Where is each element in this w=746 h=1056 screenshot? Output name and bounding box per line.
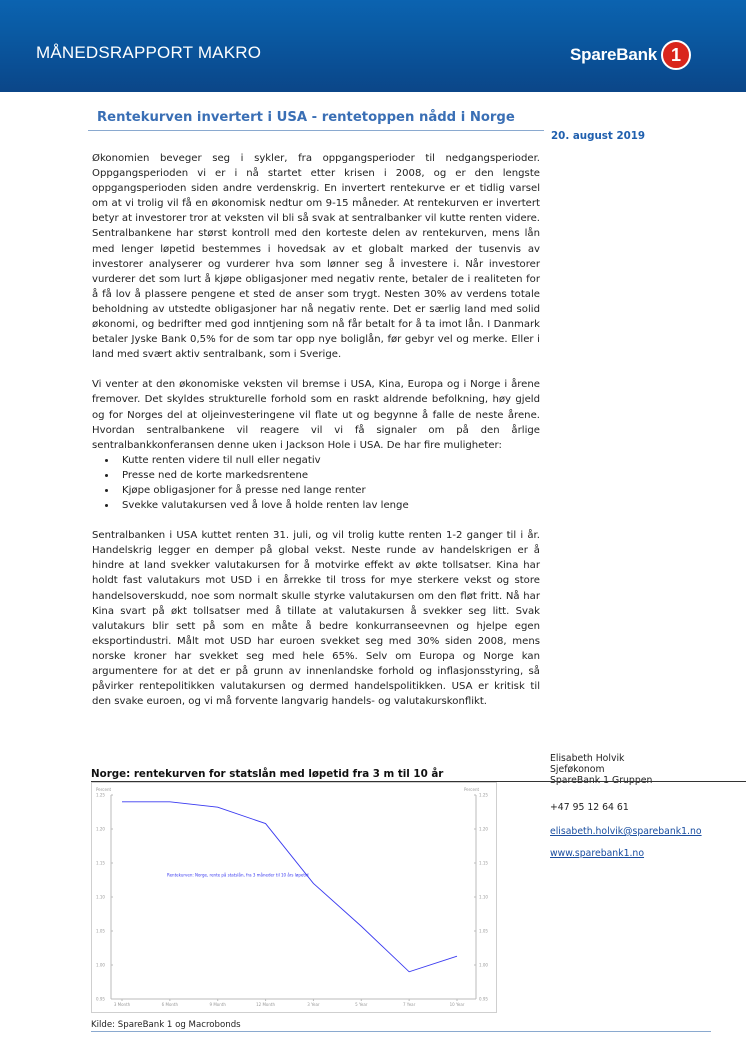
y-tick-label-left: 1.25 (96, 792, 105, 798)
author-email[interactable]: elisabeth.holvik@sparebank1.no (550, 826, 702, 837)
y-tick-label-left: 1.05 (96, 928, 105, 934)
y-tick-label-right: 1.10 (479, 894, 488, 900)
y-tick-label-right: 1.05 (479, 928, 488, 934)
article-body (92, 151, 540, 709)
bullet-list (92, 453, 540, 513)
x-tick-label: 3 Month (113, 1002, 131, 1007)
y-tick-label-right: 0.95 (479, 996, 488, 1002)
y-tick-label-left: 1.20 (96, 826, 105, 832)
chart-source: Kilde: SpareBank 1 og Macrobonds (91, 1020, 241, 1030)
author-email-link[interactable] (550, 826, 702, 837)
author-phone: +47 95 12 64 61 (550, 802, 629, 813)
y-tick-label-right: 1.00 (479, 962, 488, 968)
bullet-item: • Svekke valutakursen ved å love å holde renten lav lenge (117, 498, 540, 513)
y-unit-label-right: Percent (464, 787, 480, 792)
article-date: 20. august 2019 (551, 130, 646, 142)
y-tick-label-right: 1.25 (479, 792, 488, 798)
author-role: Sjeføkonom (550, 764, 605, 775)
y-unit-label-left: Percent (96, 787, 112, 792)
x-tick-label: 6 Month (161, 1002, 179, 1007)
series-line (122, 802, 457, 972)
report-header (0, 0, 746, 92)
article-title: Rentekurven invertert i USA - rentetoppen nådd i Norge (97, 110, 515, 125)
sparebank-logo[interactable] (570, 40, 691, 70)
logo-badge-icon (661, 40, 691, 70)
x-tick-label: 10 Year (449, 1002, 465, 1007)
website[interactable]: www.sparebank1.no (550, 848, 645, 859)
chart-svg (92, 783, 496, 1012)
paragraph-2: Vi venter at den økonomiske veksten vil bremse i USA, Kina, Europa og i Norge i årene fremover. Det skyldes strukturelle forhold som en raskt aldrende befolkning, høy gjeld og for Norges del at oljeinvesteringene vil flate ut og begynne å falle de neste årene. Hvordan sentralbankene vil reagere vil vi få signaler om på den årlige sentralbankkonferansen denne uken i Jackson Hole i USA. De har fire muligheter: (92, 379, 540, 451)
y-tick-label-left: 0.95 (96, 996, 105, 1002)
x-tick-label: 9 Month (209, 1002, 226, 1007)
title-divider (88, 130, 544, 131)
x-tick-label: 7 Year (402, 1002, 416, 1007)
report-title: MÅNEDSRAPPORT MAKRO (36, 43, 262, 62)
y-tick-label-right: 1.15 (479, 860, 488, 866)
y-tick-label-left: 1.15 (96, 860, 105, 866)
y-tick-label-right: 1.20 (479, 826, 488, 832)
logo-text: SpareBank (570, 45, 658, 64)
footer-divider (91, 1031, 711, 1032)
bullet-item: • Presse ned de korte markedsrentene (117, 468, 540, 483)
website-link[interactable] (550, 848, 644, 859)
yield-curve-chart (91, 782, 497, 1013)
paragraph-3: Sentralbanken i USA kuttet renten 31. juli, og vil trolig kutte renten 1-2 ganger til i år. Handelskrig legger en demper på global vekst. Neste runde av handelskrigen er å hindre at land svekker valutakursen for å motvirke effekt av økte tollsatser. Kina har holdt fast valutakurs mot USD i en årrekke til tross for mye sterkere vekst og store handelsoverskudd, noe som normalt skulle styrke valutakursen om den fløt fritt. Nå har Kina svart på økt tollsatser med å tillate at valutakursen å svekker seg litt. Svak valutakurs blir sett på som en måte å bedre konkurranseevnen og hjelpe egen eksportindustri. Målt mot USD har euroen svekket seg med 30% siden 2008, mens norske kroner har svekket seg med hele 65%. Selv om Europa og Norge kan argumentere for at det er på grunn av innenlandske forhold og inflasjonsstyring, så påvirker rentepolitikken valutakursen og dermed handelspolitikken. USA er kritisk til den svake euroen, og vi må forvente langvarig handels- og valutakurskonflikt. (92, 530, 540, 708)
x-tick-label: 12 Month (256, 1002, 276, 1007)
y-tick-label-left: 1.00 (96, 962, 105, 968)
x-tick-label: 5 Year (355, 1002, 368, 1007)
chart-heading: Norge: rentekurven for statslån med løpetid fra 3 m til 10 år (91, 768, 444, 780)
legend-label: Rentekurven: Norge, rente på statslån, fra 3 måneder til 10 års løpetid (167, 872, 309, 878)
y-tick-label-left: 1.10 (96, 894, 105, 900)
paragraph-1: Økonomien beveger seg i sykler, fra oppgangsperioder til nedgangsperioder. Oppgangsperioden vi er i nå startet etter krisen i 2008, og er den lengste oppgangsperioden siden andre verdenskrig. En invertert rentekurve er et tidlig varsel om at vi trolig vil få en økonomisk nedtur om 9-15 måneder. At rentekurven er invertert betyr at investorer tror at veksten vil bli så svak at sentralbanker vil kutte renten videre. Sentralbankene har størst kontroll med den korteste delen av rentekurven, mens lån med lenger løpetid bestemmes i hovedsak av et globalt marked der tusenvis av investorer analyserer og vurderer hva som lønner seg å investere i. Når investorer vurderer det som lurt å kjøpe obligasjoner med negativ rente, betaler de i realiteten for å få lov å plassere pengene et sted de anser som trygt. Nesten 30% av verdens totale beholdning av utstedte obligasjoner har nå negativ rente. Det er særlig land med solid økonomi, og bedrifter med god inntjening som nå får betalt for å ta imot lån. I Danmark betaler Jyske Bank 0,5% for de som tar opp nye boliglån, før gebyr vel og merke. Eller i land med svært aktiv sentralbank, som i Sverige. (92, 153, 540, 361)
bullet-item: • Kjøpe obligasjoner for å presse ned lange renter (117, 483, 540, 498)
logo-number: 1 (671, 44, 682, 65)
x-tick-label: 3 Year (307, 1002, 320, 1007)
author-name: Elisabeth Holvik (550, 753, 625, 764)
bullet-item: • Kutte renten videre til null eller negativ (117, 453, 540, 468)
